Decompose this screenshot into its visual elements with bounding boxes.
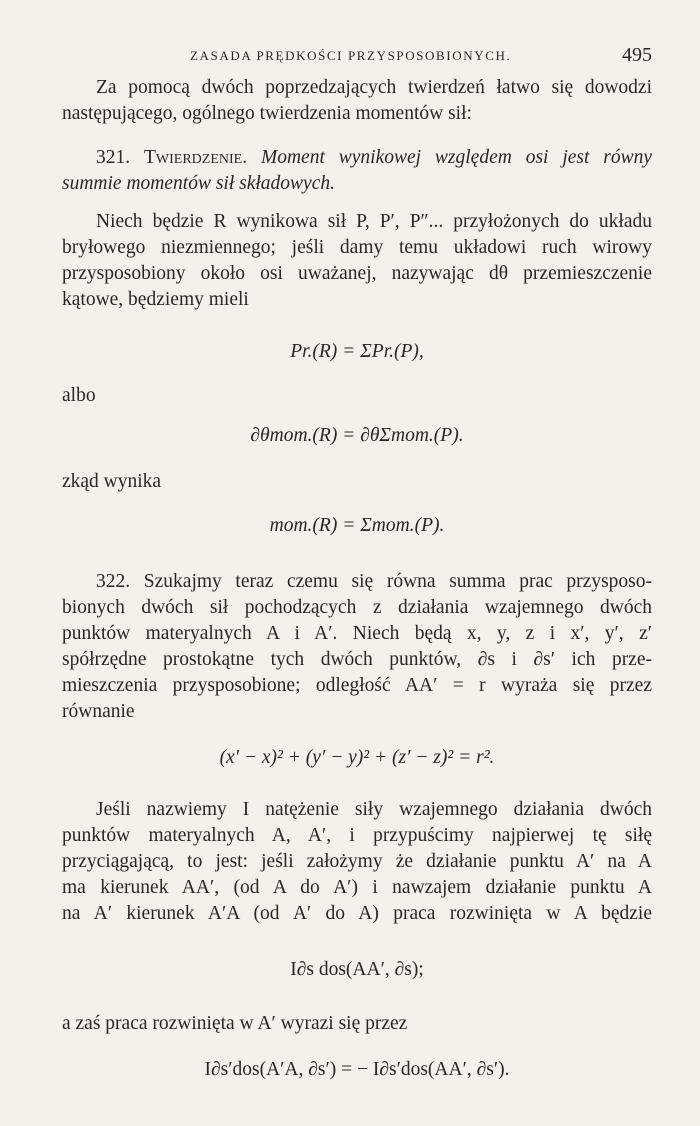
running-header [62,44,652,68]
theorem-label: Twierdzenie. [144,147,248,168]
paragraph-line: przysposobiony około osi uważanej, nazywając dθ przemieszczenie [62,263,652,284]
paragraph-line: a zaś praca rozwinięta w A′ wyrazi się przez [62,1013,408,1034]
theorem-321-line-1 [96,146,652,170]
theorem-statement-1: Moment wynikowej względem osi jest równy [260,147,653,168]
paragraph-line: na A′ kierunek A′A (od A′ do A) praca rozwinięta w A będzie [62,903,652,924]
paragraph-line: bryłowego niezmiennego; jeśli damy temu układowi ruch wirowy [62,237,652,258]
equation-5: I∂s dos(AA′, ∂s); [290,959,424,980]
intro-line-1: Za pomocą dwóch poprzedzających twierdzeń łatwo się dowodzi [96,77,652,98]
equation-2: ∂θmom.(R) = ∂θΣmom.(P). [250,425,464,446]
paragraph-line: spółrzędne prostokątne tych dwóch punktów, ∂s i ∂s′ ich prze- [62,649,652,670]
paragraph-line: przyciągającą, to jest: jeśli założymy że działanie punktu A′ na A [62,851,652,872]
page-number: 495 [622,44,652,66]
header-title: ZASADA PRĘDKOŚCI PRZYSPOSOBIONYCH. [190,48,512,63]
paragraph-line: kątowe, będziemy mieli [62,289,249,310]
albo-text: albo [62,385,96,406]
paragraph-line: mieszczenia przysposobione; odległość AA′ = r wyraża się przez [62,675,652,696]
equation-3: mom.(R) = Σmom.(P). [269,515,445,536]
paragraph-line: równanie [62,701,135,722]
paragraph-line: 322. Szukajmy teraz czemu się równa summa prac przysposo- [96,571,652,592]
section-number: 321. [96,147,131,168]
theorem-321-line-2: summie momentów sił składowych. [62,173,335,194]
paragraph-line: punktów materyalnych A, A′, i przypuścimy najpierwej tę siłę [62,825,652,846]
paragraph-line: bionych dwóch sił pochodzących z działania wzajemnego dwóch [62,597,652,618]
paragraph-line: Niech będzie R wynikowa sił P, P′, P″... przyłożonych do układu [96,211,652,232]
equation-1: Pr.(R) = ΣPr.(P), [290,341,424,362]
paragraph-line: Jeśli nazwiemy I natężenie siły wzajemnego działania dwóch [96,799,652,820]
intro-line-2: następującego, ogólnego twierdzenia momentów sił: [62,103,472,124]
equation-6: I∂s′dos(A′A, ∂s′) = − I∂s′dos(AA′, ∂s′). [204,1059,510,1080]
paragraph-line: ma kierunek AA′, (od A do A′) i nawzajem działanie punktu A [62,877,652,898]
zkad-text: zkąd wynika [62,471,162,492]
paragraph-line: punktów materyalnych A i A′. Niech będą x, y, z i x′, y′, z′ [62,623,652,644]
equation-4: (x′ − x)² + (y′ − y)² + (z′ − z)² = r². [219,747,495,768]
